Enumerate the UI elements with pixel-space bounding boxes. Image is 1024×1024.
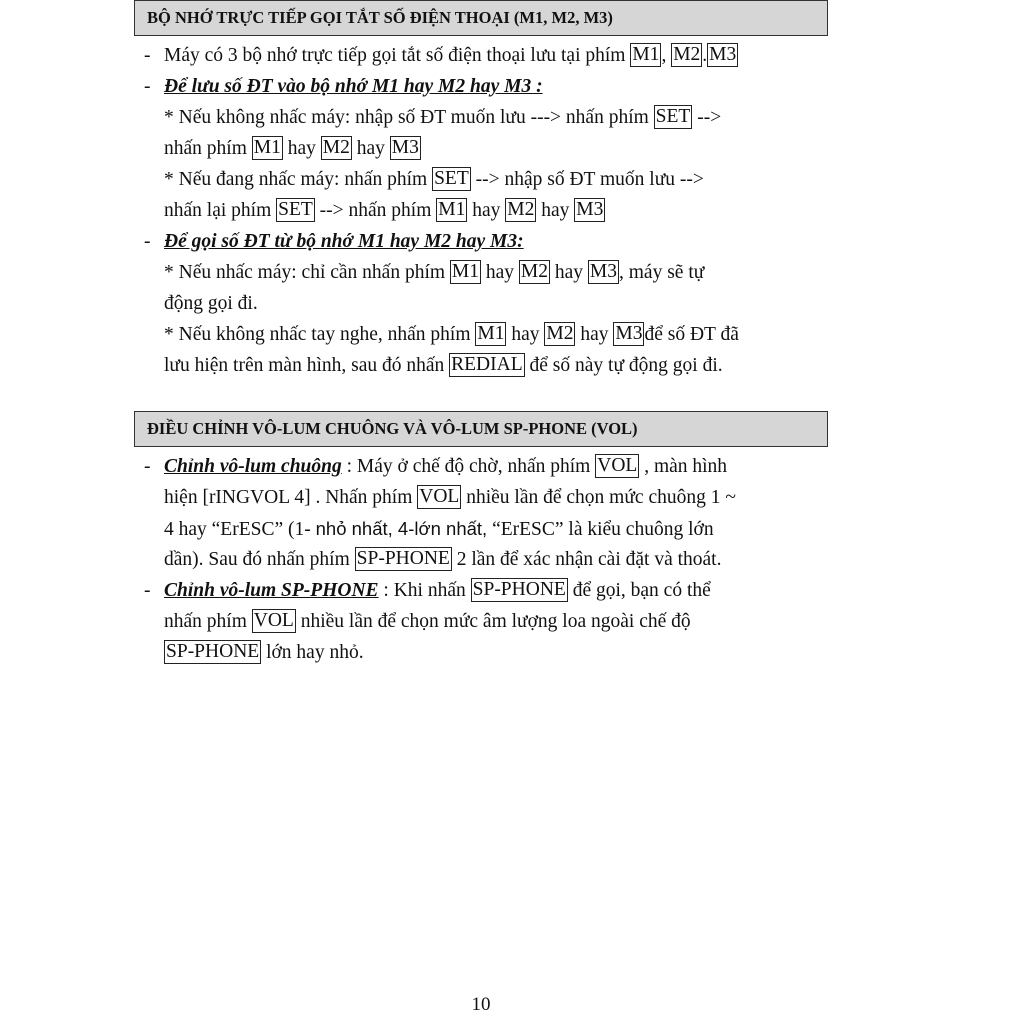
volume-section-title: ĐIỀU CHỈNH VÔ-LUM CHUÔNG VÀ VÔ-LUM SP-PHONE (VOL) xyxy=(134,411,828,447)
intro-line xyxy=(134,40,828,71)
save-case1-prefix: nhấn phím xyxy=(164,138,252,159)
separator: , xyxy=(661,45,672,66)
key-set: SET xyxy=(434,168,469,189)
key-m3: M3 xyxy=(391,137,419,158)
ring-line-d xyxy=(134,544,828,575)
call-case1-line-a xyxy=(134,257,828,288)
key-vol: VOL xyxy=(253,610,294,631)
key-sp-phone: SP-PHONE xyxy=(166,641,260,662)
ring-text-c: 4 hay “ErESC” (1- xyxy=(164,519,316,540)
key-vol: VOL xyxy=(419,486,460,507)
save-case2-line-a xyxy=(134,164,828,195)
ring-line-c xyxy=(134,513,828,544)
bullet-dash: - xyxy=(144,231,151,252)
save-heading-line xyxy=(134,71,828,102)
ring-text-a: : Máy ở chế độ chờ, nhấn phím xyxy=(341,456,596,477)
word-hay: hay xyxy=(511,324,540,345)
ring-text-b-end: nhiều lần để chọn mức chuông 1 ~ xyxy=(461,487,736,508)
ring-heading: Chỉnh vô-lum chuông xyxy=(164,456,342,477)
sp-heading: Chỉnh vô-lum SP-PHONE xyxy=(164,580,379,601)
ring-text-c-end: “ErESC” là kiểu chuông lớn xyxy=(487,519,714,540)
word-hay: hay xyxy=(472,200,501,221)
arrow-text: --> xyxy=(692,107,722,128)
key-redial: REDIAL xyxy=(451,354,523,375)
call-case1-text-b: động gọi đi. xyxy=(164,293,258,314)
ring-line-b xyxy=(134,482,828,513)
call-case2-end-b: để số này tự động gọi đi. xyxy=(524,355,723,376)
word-hay: hay xyxy=(485,262,515,283)
key-m1: M1 xyxy=(451,261,480,282)
key-set: SET xyxy=(655,106,691,127)
key-vol: VOL xyxy=(597,455,638,476)
volume-section xyxy=(134,411,828,668)
word-hay: hay xyxy=(541,200,570,221)
key-sp-phone: SP-PHONE xyxy=(356,548,450,569)
call-case2-prefix: lưu hiện trên màn hình, sau đó nhấn xyxy=(164,355,450,376)
memory-section-title: BỘ NHỚ TRỰC TIẾP GỌI TẮT SỐ ĐIỆN THOẠI (M1, M2, M3) xyxy=(134,0,828,36)
sp-text-c-end: lớn hay nhỏ. xyxy=(261,642,364,663)
key-m1: M1 xyxy=(477,323,505,344)
sp-text-a-end: để gọi, bạn có thể xyxy=(567,580,711,601)
ring-text-a-end: , màn hình xyxy=(639,456,728,477)
call-heading: Để gọi số ĐT từ bộ nhớ M1 hay M2 hay M3: xyxy=(164,231,524,252)
key-m1: M1 xyxy=(253,137,281,158)
word-hay: hay xyxy=(287,138,316,159)
call-case2-text: * Nếu không nhấc tay nghe, nhấn phím xyxy=(164,324,476,345)
save-case2-text: * Nếu đang nhấc máy: nhấn phím xyxy=(164,169,433,190)
save-case2-line-b xyxy=(134,195,828,226)
key-m2: M2 xyxy=(673,44,701,65)
ring-text-c-sans: nhỏ nhất, 4-lớn nhất, xyxy=(315,518,488,539)
page-number: 10 xyxy=(471,994,491,1015)
call-case1-line-b xyxy=(134,288,828,319)
memory-section-content xyxy=(134,36,828,381)
call-case1-end: , máy sẽ tự xyxy=(619,262,705,283)
key-m3: M3 xyxy=(576,199,604,220)
key-sp-phone: SP-PHONE xyxy=(472,579,566,600)
save-heading: Để lưu số ĐT vào bộ nhớ M1 hay M2 hay M3 : xyxy=(164,76,543,97)
key-m3: M3 xyxy=(709,44,737,65)
word-hay: hay xyxy=(554,262,584,283)
call-case2-end: để số ĐT đã xyxy=(644,324,739,345)
bullet-dash: - xyxy=(144,456,151,477)
word-hay: hay xyxy=(356,138,385,159)
call-heading-line xyxy=(134,226,828,257)
sp-text-b: nhấn phím xyxy=(164,611,252,632)
key-m1: M1 xyxy=(632,44,660,65)
sp-text-a: : Khi nhấn xyxy=(378,580,471,601)
key-m2: M2 xyxy=(520,261,549,282)
key-m3: M3 xyxy=(589,261,618,282)
ring-text-d-end: 2 lần để xác nhận cài đặt và thoát. xyxy=(451,549,722,570)
key-m3: M3 xyxy=(615,323,643,344)
sp-line-a xyxy=(134,575,828,606)
save-case1-line-a xyxy=(134,102,828,133)
key-m2: M2 xyxy=(546,323,574,344)
bullet-dash: - xyxy=(144,76,151,97)
call-case1-text: * Nếu nhấc máy: chỉ cần nhấn phím xyxy=(164,262,450,283)
key-set: SET xyxy=(278,199,313,220)
ring-text-b: hiện [rINGVOL 4] . Nhấn phím xyxy=(164,487,418,508)
save-case2-prefix: nhấn lại phím xyxy=(164,200,277,221)
intro-text: Máy có 3 bộ nhớ trực tiếp gọi tắt số điện thoại lưu tại phím xyxy=(164,45,631,66)
save-case2-mid2: --> nhấn phím xyxy=(314,200,437,221)
separator: . xyxy=(702,45,708,66)
save-case1-line-b xyxy=(134,133,828,164)
sp-text-b-end: nhiều lần để chọn mức âm lượng loa ngoài chế độ xyxy=(295,611,691,632)
call-case2-line-b xyxy=(134,350,828,381)
volume-section-content xyxy=(134,447,828,668)
key-m2: M2 xyxy=(322,137,350,158)
sp-line-b xyxy=(134,606,828,637)
key-m1: M1 xyxy=(438,199,466,220)
bullet-dash: - xyxy=(144,580,151,601)
key-m2: M2 xyxy=(507,199,535,220)
memory-section xyxy=(134,0,828,381)
word-hay: hay xyxy=(580,324,609,345)
bullet-dash: - xyxy=(144,45,151,66)
save-case1-text: * Nếu không nhấc máy: nhập số ĐT muốn lưu ---> nhấn phím xyxy=(164,107,654,128)
save-case2-mid: --> nhập số ĐT muốn lưu --> xyxy=(470,169,704,190)
ring-line-a xyxy=(134,451,828,482)
sp-line-c xyxy=(134,637,828,668)
call-case2-line-a xyxy=(134,319,828,350)
ring-text-d: dần). Sau đó nhấn phím xyxy=(164,549,355,570)
